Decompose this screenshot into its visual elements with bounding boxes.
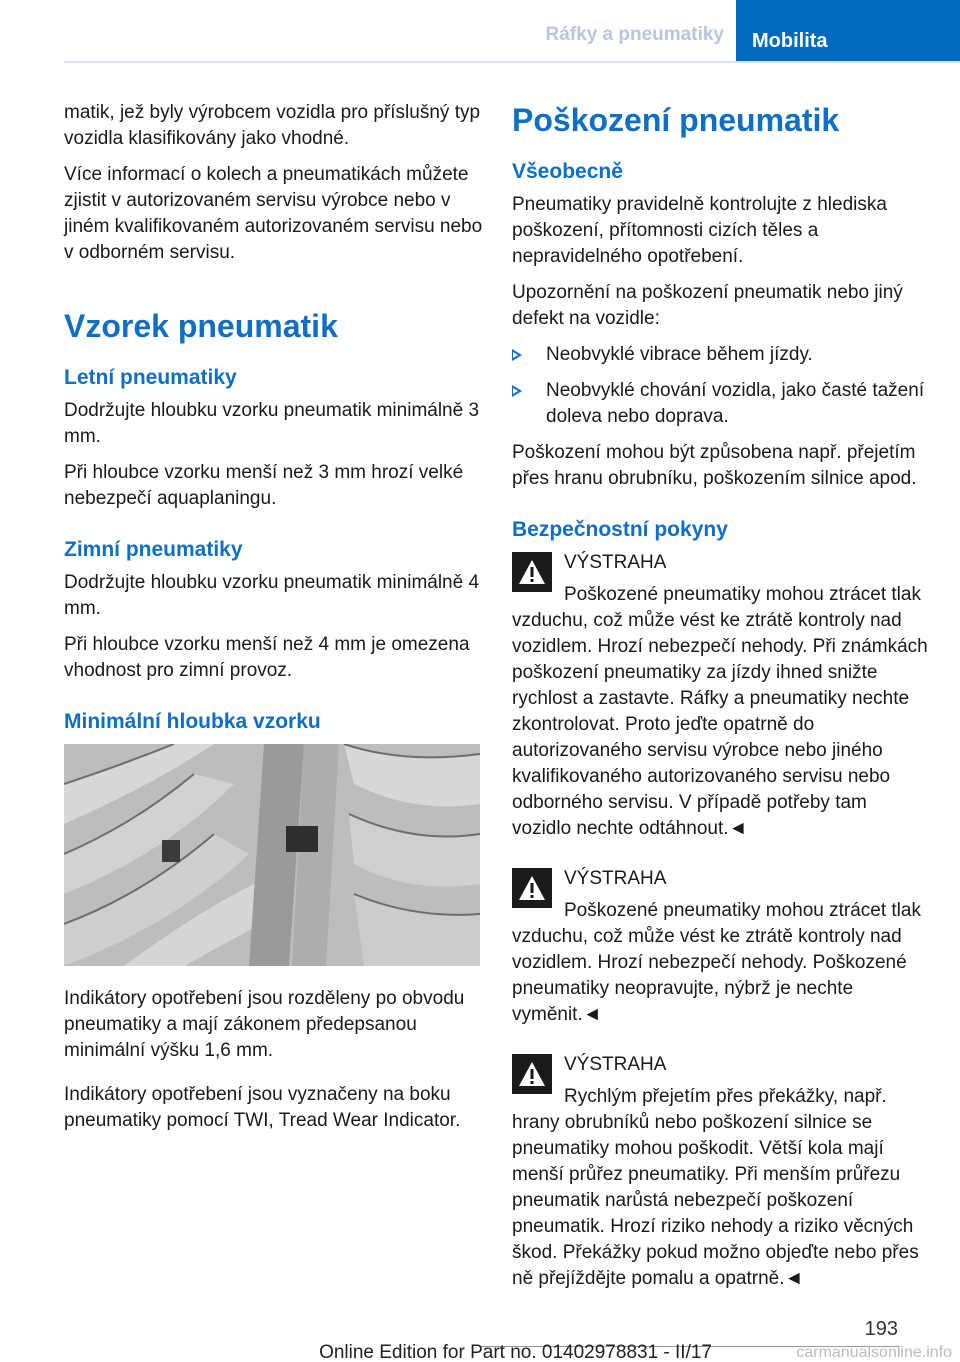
- warning-triangle-icon: [512, 552, 552, 592]
- warning-block: [512, 550, 928, 848]
- paragraph: Indikátory opotřebení jsou rozděleny po obvodu pneumatiky a mají zákonem předepsanou minimální výšku 1,6 mm.: [64, 988, 465, 1061]
- subheading-summer-tires: Letní pneumatiky: [64, 366, 237, 389]
- triangle-bullet-icon: [512, 349, 522, 361]
- section-heading-damage: Poškození pneumatik: [512, 102, 840, 138]
- warning-block: [512, 1052, 928, 1298]
- paragraph: Pneumatiky pravidelně kontrolujte z hlediska poškození, přítomnosti cizích těles a nepravidelného opotřebení.: [512, 194, 887, 267]
- list-item: Neobvyklé vibrace během jízdy.: [512, 342, 928, 368]
- warning-block: [512, 866, 928, 1034]
- warning-text: Rychlým přejetím přes překážky, např. hrany obrubníků nebo poškození silnice se pneumatiky mohou poškodit. Větší kola mají menší průřez pneumatiky. Při menším průřezu pneumatik narůstá nebezpečí poškození pneumatik. Hrozí riziko nehody a riziko věcných škod. Překážky pokud možno objeďte nebo přes ně přejíždějte pomalu a opatrně.◄: [512, 1086, 919, 1289]
- right-column: [512, 100, 928, 1316]
- edition-text: Online Edition for Part no. 01402978831 - II/17: [319, 1342, 712, 1362]
- paragraph: Dodržujte hloubku vzorku pneumatik minimálně 4 mm.: [64, 572, 480, 619]
- paragraph: Upozornění na poškození pneumatik nebo jiný defekt na vozidle:: [512, 282, 903, 329]
- warning-label: VÝSTRAHA: [564, 1054, 667, 1075]
- paragraph: Při hloubce vzorku menší než 4 mm je omezena vhodnost pro zimní provoz.: [64, 634, 470, 681]
- triangle-bullet-icon: [512, 385, 522, 397]
- chapter-tab: Mobilita: [736, 0, 960, 62]
- subheading-safety: Bezpečnostní pokyny: [512, 518, 728, 541]
- paragraph: Poškození mohou být způsobena např. přejetím přes hranu obrubníku, poškozením silnice apod.: [512, 442, 917, 489]
- subheading-general: Všeobecně: [512, 160, 623, 183]
- section-heading-tread: Vzorek pneumatik: [64, 308, 338, 344]
- page-header: [0, 0, 960, 62]
- warning-label: VÝSTRAHA: [564, 552, 667, 573]
- subheading-min-tread: Minimální hloubka vzorku: [64, 710, 321, 733]
- section-tab: Ráfky a pneumatiky: [545, 24, 724, 45]
- paragraph: Při hloubce vzorku menší než 3 mm hrozí velké nebezpečí aquaplaningu.: [64, 462, 464, 509]
- warning-triangle-icon: [512, 1054, 552, 1094]
- list-item: Neobvyklé chování vozidla, jako časté tažení doleva nebo doprava.: [512, 378, 928, 430]
- warning-text: Poškozené pneumatiky mohou ztrácet tlak vzduchu, což může vést ke ztrátě kontroly nad vozidlem. Hrozí nebezpečí nehody. Poškozené pneumatiky neopravujte, nýbrž je nechte vyměnit.◄: [512, 900, 921, 1025]
- warning-triangle-icon: [512, 868, 552, 908]
- left-column: [64, 100, 484, 1144]
- tire-tread-image: [64, 744, 480, 966]
- warning-text: Poškozené pneumatiky mohou ztrácet tlak vzduchu, což může vést ke ztrátě kontroly nad vozidlem. Hrozí nebezpečí nehody. Při známkách poškození pneumatiky za jízdy ihned snižte rychlost a zastavte. Ráfky a pneumatiky nechte zkontrolovat. Proto jeďte opatrně do autorizovaného servisu výrobce nebo jiného kvalifikovaného autorizovaného servisu nebo odborného servisu. V případě potřeby tam vozidlo nechte odtáhnout.◄: [512, 584, 928, 839]
- header-rule: [64, 61, 960, 63]
- paragraph: matik, jež byly výrobcem vozidla pro příslušný typ vozidla klasifikovány jako vhodné.: [64, 102, 481, 149]
- page-number: 193: [864, 1318, 898, 1340]
- warning-label: VÝSTRAHA: [564, 868, 667, 889]
- watermark: carmanualsonline.info: [796, 1344, 952, 1361]
- paragraph: Více informací o kolech a pneumatikách můžete zjistit v autorizovaném servisu výrobce nebo v jiném kvalifikovaném autorizovaném servisu nebo v odborném servisu.: [64, 164, 483, 263]
- subheading-winter-tires: Zimní pneumatiky: [64, 538, 243, 561]
- paragraph: Dodržujte hloubku vzorku pneumatik minimálně 3 mm.: [64, 400, 480, 447]
- bullet-list: [512, 342, 928, 430]
- paragraph: Indikátory opotřebení jsou vyznačeny na boku pneumatiky pomocí TWI, Tread Wear Indicator.: [64, 1084, 461, 1131]
